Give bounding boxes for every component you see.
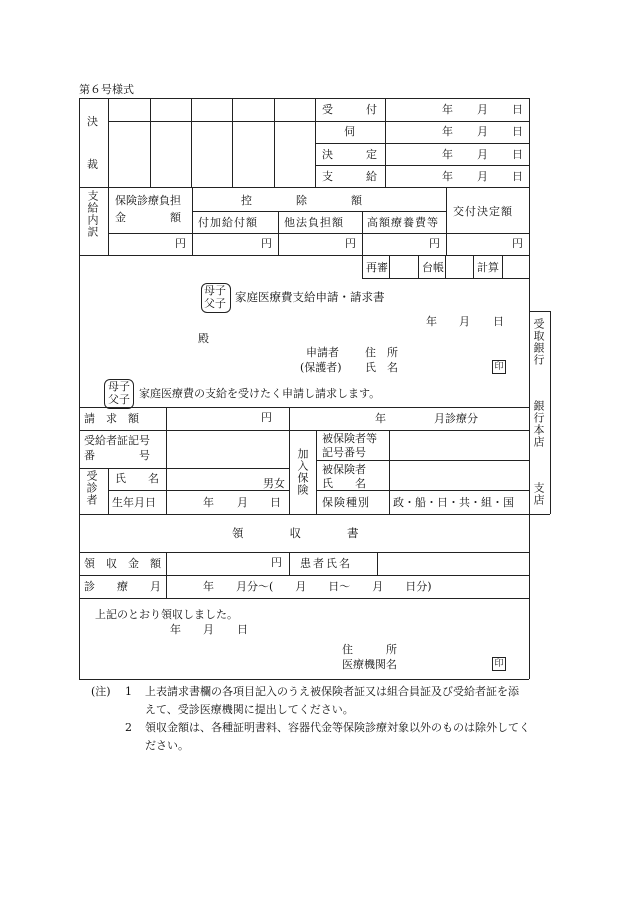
bank-branch: 銀行本店 [532,400,545,448]
col-additional: 付加給付額 [198,216,258,229]
col-other-law: 他法負担額 [284,216,344,229]
date-year: 年 [170,623,181,636]
date-year: 年 [442,148,453,161]
date-year: 年 [442,170,453,183]
received-text: 上記のとおり領収しました。 [95,608,238,621]
decision-label-top: 決 [87,115,98,128]
beneficiary-cert-label-2: 番 号 [84,449,150,462]
re-review-label: 再審 [366,261,388,274]
claim-amount-label: 請 求 額 [84,412,139,425]
insured-name-label-2: 氏 名 [322,477,366,490]
enrolled-insurance-label: 加入保険 [296,448,309,496]
father-child: 父子 [108,393,130,406]
treatment-period: 年 月分～( 月 日～ 月 日分) [203,580,432,593]
insured-name-label: 被保険者 [322,463,366,476]
row-paid-label: 支 給 [322,170,377,183]
date-year: 年 [203,496,214,509]
date-day: 日 [512,170,523,183]
row-decided-label: 決 定 [322,148,377,161]
yen-unit: 円 [271,556,282,569]
insurance-type-label: 保険種別 [322,496,370,509]
mother-child: 母子 [108,380,130,393]
date-day: 日 [512,103,523,116]
seal-mark: 印 [492,360,506,374]
date-month: 月 [459,315,470,328]
row-inquiry-label: 伺 [344,125,355,138]
applicant-label: 申請者 [306,346,339,359]
patient-name-label: 患者氏名 [300,557,352,570]
insured-cert-label: 被保険者等 [322,432,377,445]
claim-month-label: 月診療分 [434,412,478,425]
date-day: 日 [237,623,248,636]
date-month: 月 [237,496,248,509]
patient-side-label: 受診者 [85,470,98,506]
date-year: 年 [442,103,453,116]
receipt-title: 領 収 書 [232,526,359,540]
insurance-types: 政・船・日・共・組・国 [393,496,514,509]
yen-unit: 円 [261,237,272,250]
insured-cert-label-2: 記号番号 [322,446,366,459]
date-month: 月 [477,170,488,183]
yen-unit: 円 [175,237,186,250]
insurance-burden-label: 保険診療負担 [115,194,181,207]
gender-label: 男女 [263,477,285,490]
receiving-bank: 受取銀行 [532,318,545,366]
note-text: ださい。 [145,739,189,752]
yen-unit: 円 [345,237,356,250]
birth-date-label: 生年月日 [112,496,156,509]
col-issue-amount: 交付決定額 [453,205,513,218]
yen-unit: 円 [512,237,523,250]
date-day: 日 [493,315,504,328]
yen-unit: 円 [261,411,272,424]
father-child: 父子 [204,297,226,310]
seal-mark: 印 [492,657,506,671]
applicant-name-label: 氏 名 [365,361,398,374]
claim-year: 年 [375,412,386,425]
institution-name-label: 医療機関名 [342,658,397,671]
insurance-burden-label-2: 金 額 [115,211,181,224]
branch: 支店 [532,482,545,506]
calc-label: 計算 [477,261,499,274]
date-month: 月 [477,148,488,161]
date-year: 年 [426,315,437,328]
date-year: 年 [442,125,453,138]
date-month: 月 [477,103,488,116]
decision-label-bottom: 裁 [87,158,98,171]
date-month: 月 [477,125,488,138]
note-number: 2 [125,721,132,734]
addressee: 殿 [198,332,209,345]
date-day: 日 [512,125,523,138]
ledger-label: 台帳 [422,261,444,274]
payment-side-label: 支給内訳 [86,190,99,238]
date-month: 月 [203,623,214,636]
patient-name-label: 氏 名 [115,472,159,485]
note-number: 1 [125,685,132,698]
applicant-address-label: 住 所 [365,346,398,359]
application-title: 家庭医療費支給申請・請求書 [235,290,385,304]
guardian-label: (保護者) [300,361,342,374]
col-high-cost: 高額療養費等 [367,216,439,229]
mother-child: 母子 [204,284,226,297]
institution-address-label: 住 所 [342,643,397,656]
application-statement: 家庭医療費の支給を受けたく申請し請求します。 [139,387,381,400]
beneficiary-cert-label: 受給者証記号 [84,434,150,447]
note-text: えて、受診医療機関に提出してください。 [145,703,354,716]
note-text: 領収金額は、各種証明書料、容器代金等保険診療対象以外のものは除外してく [145,721,530,734]
deduction-header: 控 除 額 [241,194,362,207]
note-text: 上表請求書欄の各項目記入のうえ被保険者証又は組合員証及び受給者証を添 [145,685,519,698]
row-received-label: 受 付 [322,103,377,116]
treatment-month-label: 診 療 月 [84,580,161,593]
notes-prefix: (注) [91,685,111,698]
yen-unit: 円 [429,237,440,250]
receipt-amount-label: 領 収 金 額 [84,557,161,570]
date-day: 日 [270,496,281,509]
form-number: 第６号様式 [79,83,134,96]
date-day: 日 [512,148,523,161]
